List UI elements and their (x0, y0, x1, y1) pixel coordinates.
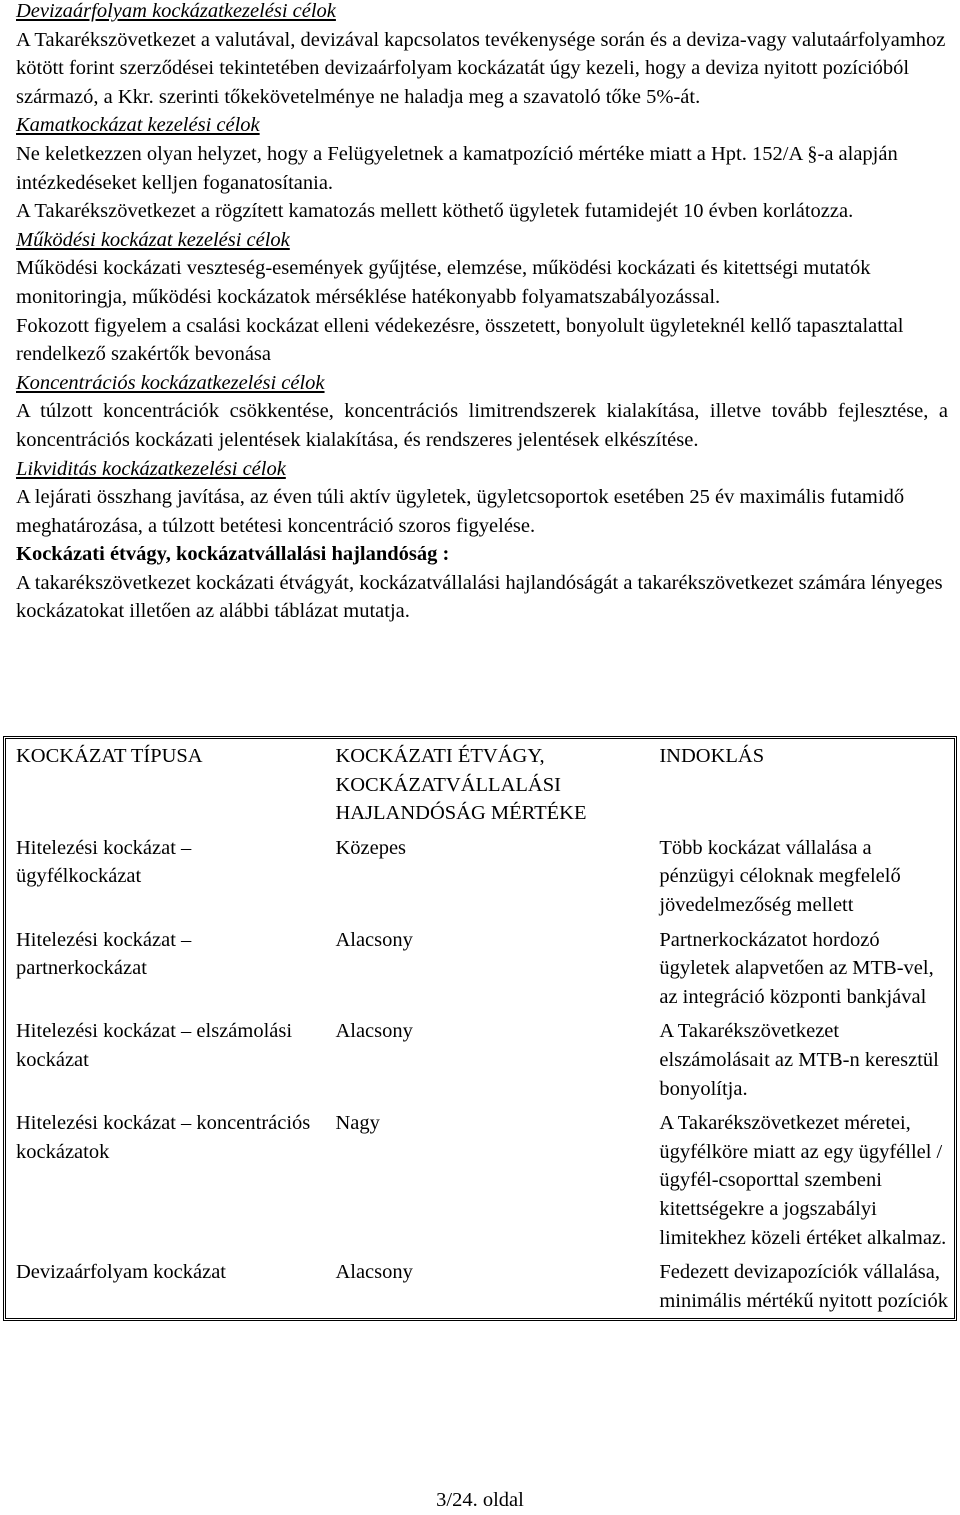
likviditas-heading: Likviditás kockázatkezelési célok (16, 457, 286, 480)
reason-cell: A Takarékszövetkezet elszámolásait az MTB-n keresztül bonyolítja. (659, 1020, 939, 1100)
document-page (16, 0, 948, 626)
risk-appetite-table (3, 736, 957, 1321)
appetite-cell: Alacsony (335, 928, 413, 951)
koncentracios-heading: Koncentrációs kockázatkezelési célok (16, 371, 325, 394)
etvagy-heading: Kockázati étvágy, kockázatvállalási hajlandóság : (16, 543, 450, 566)
mukodesi-heading: Működési kockázat kezelési célok (16, 228, 290, 251)
kamat-body-2: A Takarékszövetkezet a rögzített kamatozás mellett köthető ügyletek futamidejét 10 évben korlátozza. (16, 200, 854, 223)
appetite-cell: Alacsony (335, 1020, 413, 1043)
appetite-cell: Nagy (335, 1112, 380, 1135)
table-row (6, 1255, 954, 1318)
table-row (6, 923, 954, 1015)
risk-type-cell: Hitelezési kockázat – ügyfélkockázat (16, 836, 192, 888)
likviditas-body: A lejárati összhang javítása, az éven túli aktív ügyletek, ügyletcsoportok esetében 25 év maximális futamidő meghatározása, a túlzott betétesi koncentráció szoros figyelése. (16, 486, 905, 537)
table-row (6, 1014, 954, 1106)
page-number: 3/24. oldal (436, 1489, 524, 1511)
kamat-heading: Kamatkockázat kezelési célok (16, 114, 260, 137)
reason-cell: Partnerkockázatot hordozó ügyletek alapvetően az MTB-vel, az integráció központi bankjával (659, 928, 934, 1008)
etvagy-body: A takarékszövetkezet kockázati étvágyát, kockázatvállalási hajlandóságát a takarékszövetkezet számára lényeges kockázatokat illetően az alábbi táblázat mutatja. (16, 571, 943, 623)
header-indoklas: INDOKLÁS (659, 745, 765, 767)
mukodesi-body-1: Működési kockázati veszteség-események gyűjtése, elemzése, működési kockázati és kitettségi mutatók monitoringja, működési kockázatok mérséklése hatékonyabb folyamatszabályozással. (16, 257, 871, 308)
mukodesi-body-2: Fokozott figyelem a csalási kockázat elleni védekezésre, összetett, bonyolult ügyleteknél kellő tapasztalattal rendelkező szakértők bevonása (16, 314, 904, 366)
kamat-body-1: Ne keletkezzen olyan helyzet, hogy a Felügyeletnek a kamatpozíció mértéke miatt a Hpt. 152/A §-a alapján intézkedéseket kelljen foganatosítania. (16, 142, 898, 194)
risk-type-cell: Hitelezési kockázat – koncentrációs kockázatok (16, 1112, 311, 1163)
risk-type-cell: Hitelezési kockázat – partnerkockázat (16, 928, 192, 980)
risk-type-cell: Devizaárfolyam kockázat (16, 1261, 227, 1284)
table-header-row (6, 739, 954, 831)
reason-cell: Fedezett devizapozíciók vállalása, minimális mértékű nyitott pozíciók (659, 1261, 949, 1312)
table-row (6, 831, 954, 923)
header-kockazat-tipusa: KOCKÁZAT TÍPUSA (16, 745, 203, 767)
reason-cell: A Takarékszövetkezet méretei, ügyfélköre miatt az egy ügyféllel / ügyfél-csoporttal szembeni kitettségekre a jogszabályi limitekhez közeli értéket alkalmaz. (659, 1112, 947, 1249)
table-row (6, 1106, 954, 1255)
reason-cell: Több kockázat vállalása a pénzügyi céloknak megfelelő jövedelmezőség mellett (659, 836, 901, 916)
appetite-cell: Közepes (335, 836, 407, 859)
deviza-heading: Devizaárfolyam kockázatkezelési célok (16, 0, 336, 22)
appetite-cell: Alacsony (335, 1261, 413, 1284)
header-kockazati-etvagy: KOCKÁZATI ÉTVÁGY, KOCKÁZATVÁLLALÁSI HAJLANDÓSÁG MÉRTÉKE (335, 745, 587, 825)
risk-type-cell: Hitelezési kockázat – elszámolási kockázat (16, 1020, 293, 1071)
koncentracios-body: A túlzott koncentrációk csökkentése, koncentrációs limitrendszerek kialakítása, illetve tovább fejlesztése, a koncentrációs kockázati jelentések kialakítása, és rendszeres jelentések elkészítése. (16, 400, 948, 451)
deviza-body: A Takarékszövetkezet a valutával, devizával kapcsolatos tevékenysége során és a deviza-vagy valutaárfolyamhoz kötött forint szerződései tekintetében devizaárfolyam kockázatát úgy kezeli, hogy a deviza nyitott pozícióból származó, a Kkr. szerinti tőkekövetelménye ne haladja meg a szavatoló tőke 5%-át. (16, 28, 946, 108)
